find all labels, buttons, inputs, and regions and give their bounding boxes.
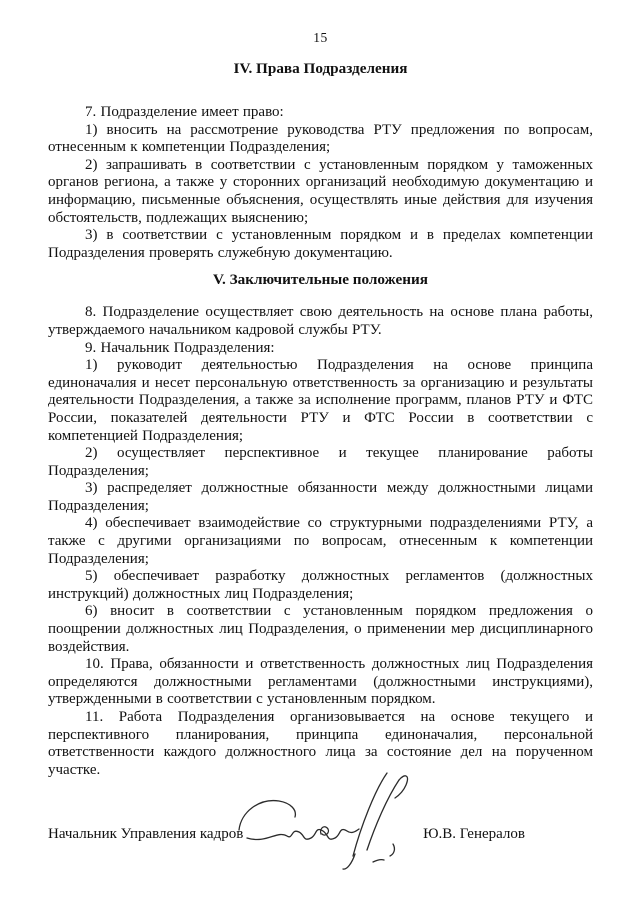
paragraph: 1) руководит деятельностью Подразделения на основе принципа единоначалия и несет персональную ответственность за организацию и результаты деятельности Подразделения, а также за исполнение программ, планов РТУ и ФТС России, показателей деятельности РТУ и ФТС России в соответствии с компетенцией Подразделения; — [48, 357, 593, 444]
paragraph: 2) запрашивать в соответствии с установленным порядком у таможенных органов региона, а также у сторонних организаций необходимую документацию и информацию, письменные объяснения, осуществлять иные действия для изучения обстоятельств, подлежащих выяснению; — [48, 156, 593, 226]
section-heading-v: V. Заключительные положения — [213, 271, 428, 289]
paragraph: 5) обеспечивает разработку должностных регламентов (должностных инструкций) должностных лиц Подразделения; — [48, 568, 593, 602]
handwritten-signature-icon — [233, 768, 445, 876]
paragraph: 3) распределяет должностные обязанности между должностными лицами Подразделения; — [48, 480, 593, 514]
signer-name: Ю.В. Генералов — [423, 826, 525, 842]
paragraph: 1) вносить на рассмотрение руководства РТУ предложения по вопросам, отнесенным к компетенции Подразделения; — [48, 121, 593, 156]
signature-block — [48, 826, 593, 843]
signer-title: Начальник Управления кадров — [48, 826, 244, 842]
paragraph: 2) осуществляет перспективное и текущее планирование работы Подразделения; — [48, 445, 593, 479]
paragraph: 3) в соответствии с установленным порядком и в пределах компетенции Подразделения проверять служебную документацию. — [48, 227, 593, 261]
paragraph: 6) вносит в соответствии с установленным порядком предложения о поощрении должностных лиц Подразделения, о применении мер дисциплинарного воздействия. — [48, 603, 593, 655]
paragraph: 10. Права, обязанности и ответственность должностных лиц Подразделения определяются должностными регламентами (должностными инструкциями), утвержденными в соответствии с установленным порядком. — [48, 656, 593, 708]
section-heading-iv: IV. Права Подразделения — [233, 60, 408, 77]
paragraph: 8. Подразделение осуществляет свою деятельность на основе плана работы, утверждаемого начальником кадровой службы РТУ. — [48, 304, 593, 338]
paragraph: 11. Работа Подразделения организовывается на основе текущего и перспективного планирования, принципа единоначалия, персональной ответственности каждого должностного лица за состояние дел на порученном участке. — [48, 709, 593, 778]
paragraph: 7. Подразделение имеет право: — [85, 104, 284, 120]
page-number: 15 — [313, 30, 328, 45]
paragraph: 9. Начальник Подразделения: — [85, 339, 275, 356]
paragraph: 4) обеспечивает взаимодействие со структурными подразделениями РТУ, а также с другими организациями по вопросам, отнесенным к компетенции Подразделения; — [48, 515, 593, 567]
